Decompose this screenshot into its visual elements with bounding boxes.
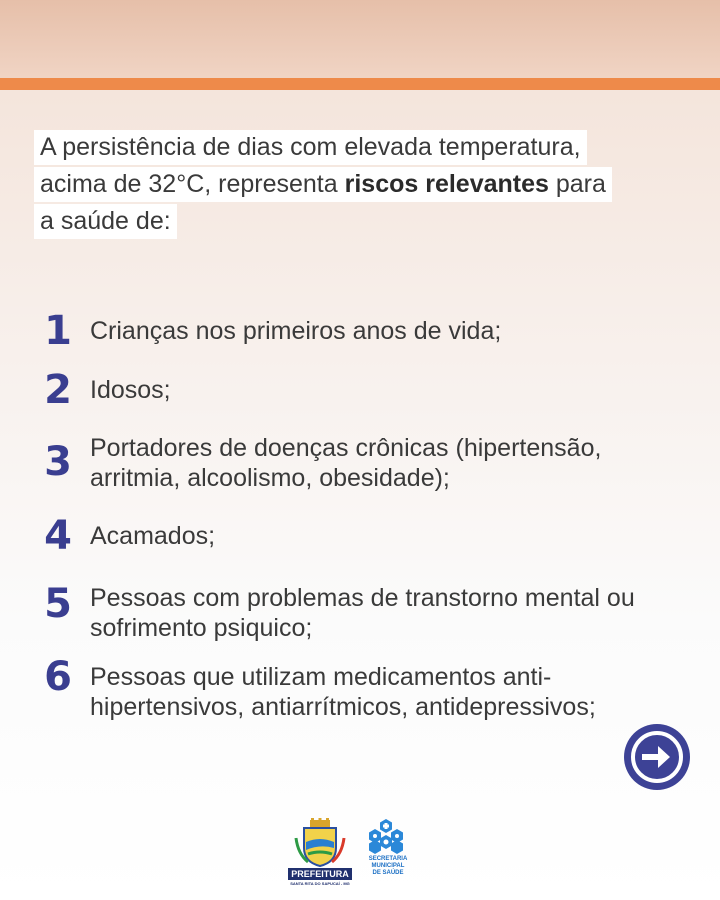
prefeitura-subtitle: SANTA RITA DO SAPUCAÍ - MG	[290, 881, 350, 886]
coat-of-arms-icon	[288, 818, 352, 868]
item-text: Crianças nos primeiros anos de vida;	[90, 317, 502, 345]
secretaria-saude-logo	[366, 818, 410, 890]
item-number: 3	[44, 439, 72, 485]
intro-line-1: A persistência de dias com elevada temperatura,	[34, 130, 587, 165]
intro-text	[34, 130, 684, 241]
health-hexagons-icon	[366, 818, 406, 854]
item-text: Pessoas que utilizam medicamentos anti-hipertensivos, antiarrítmicos, antidepressivos;	[90, 663, 596, 721]
header-stripe	[0, 78, 720, 90]
intro-line-3: a saúde de:	[34, 204, 177, 239]
item-text: Acamados;	[90, 522, 216, 550]
intro-line-2-end: para	[548, 170, 606, 198]
item-number: 2	[44, 367, 72, 413]
intro-line-2-start: acima de 32°C, representa	[40, 170, 345, 198]
saude-label-3: DE SAÚDE	[372, 870, 404, 876]
header-band	[0, 0, 720, 78]
arrow-right-circle-icon	[624, 724, 690, 790]
intro-highlight: riscos relevantes	[344, 170, 549, 198]
item-text: Idosos;	[90, 376, 171, 404]
footer-logos	[288, 818, 428, 890]
prefeitura-label: PREFEITURA	[288, 868, 352, 880]
item-number: 6	[44, 654, 72, 700]
saude-label-1: SECRETARIA	[368, 856, 408, 862]
item-text: Pessoas com problemas de transtorno mental ou sofrimento psiquico;	[90, 584, 635, 642]
saude-label-2: MUNICIPAL	[371, 863, 405, 869]
item-number: 1	[44, 308, 72, 354]
item-number: 5	[44, 581, 72, 627]
prefeitura-logo	[288, 818, 352, 890]
item-text: Portadores de doenças crônicas (hipertensão, arritmia, alcoolismo, obesidade);	[90, 434, 602, 492]
intro-line-2	[34, 167, 612, 202]
next-button[interactable]	[624, 724, 690, 790]
item-number: 4	[44, 513, 72, 559]
